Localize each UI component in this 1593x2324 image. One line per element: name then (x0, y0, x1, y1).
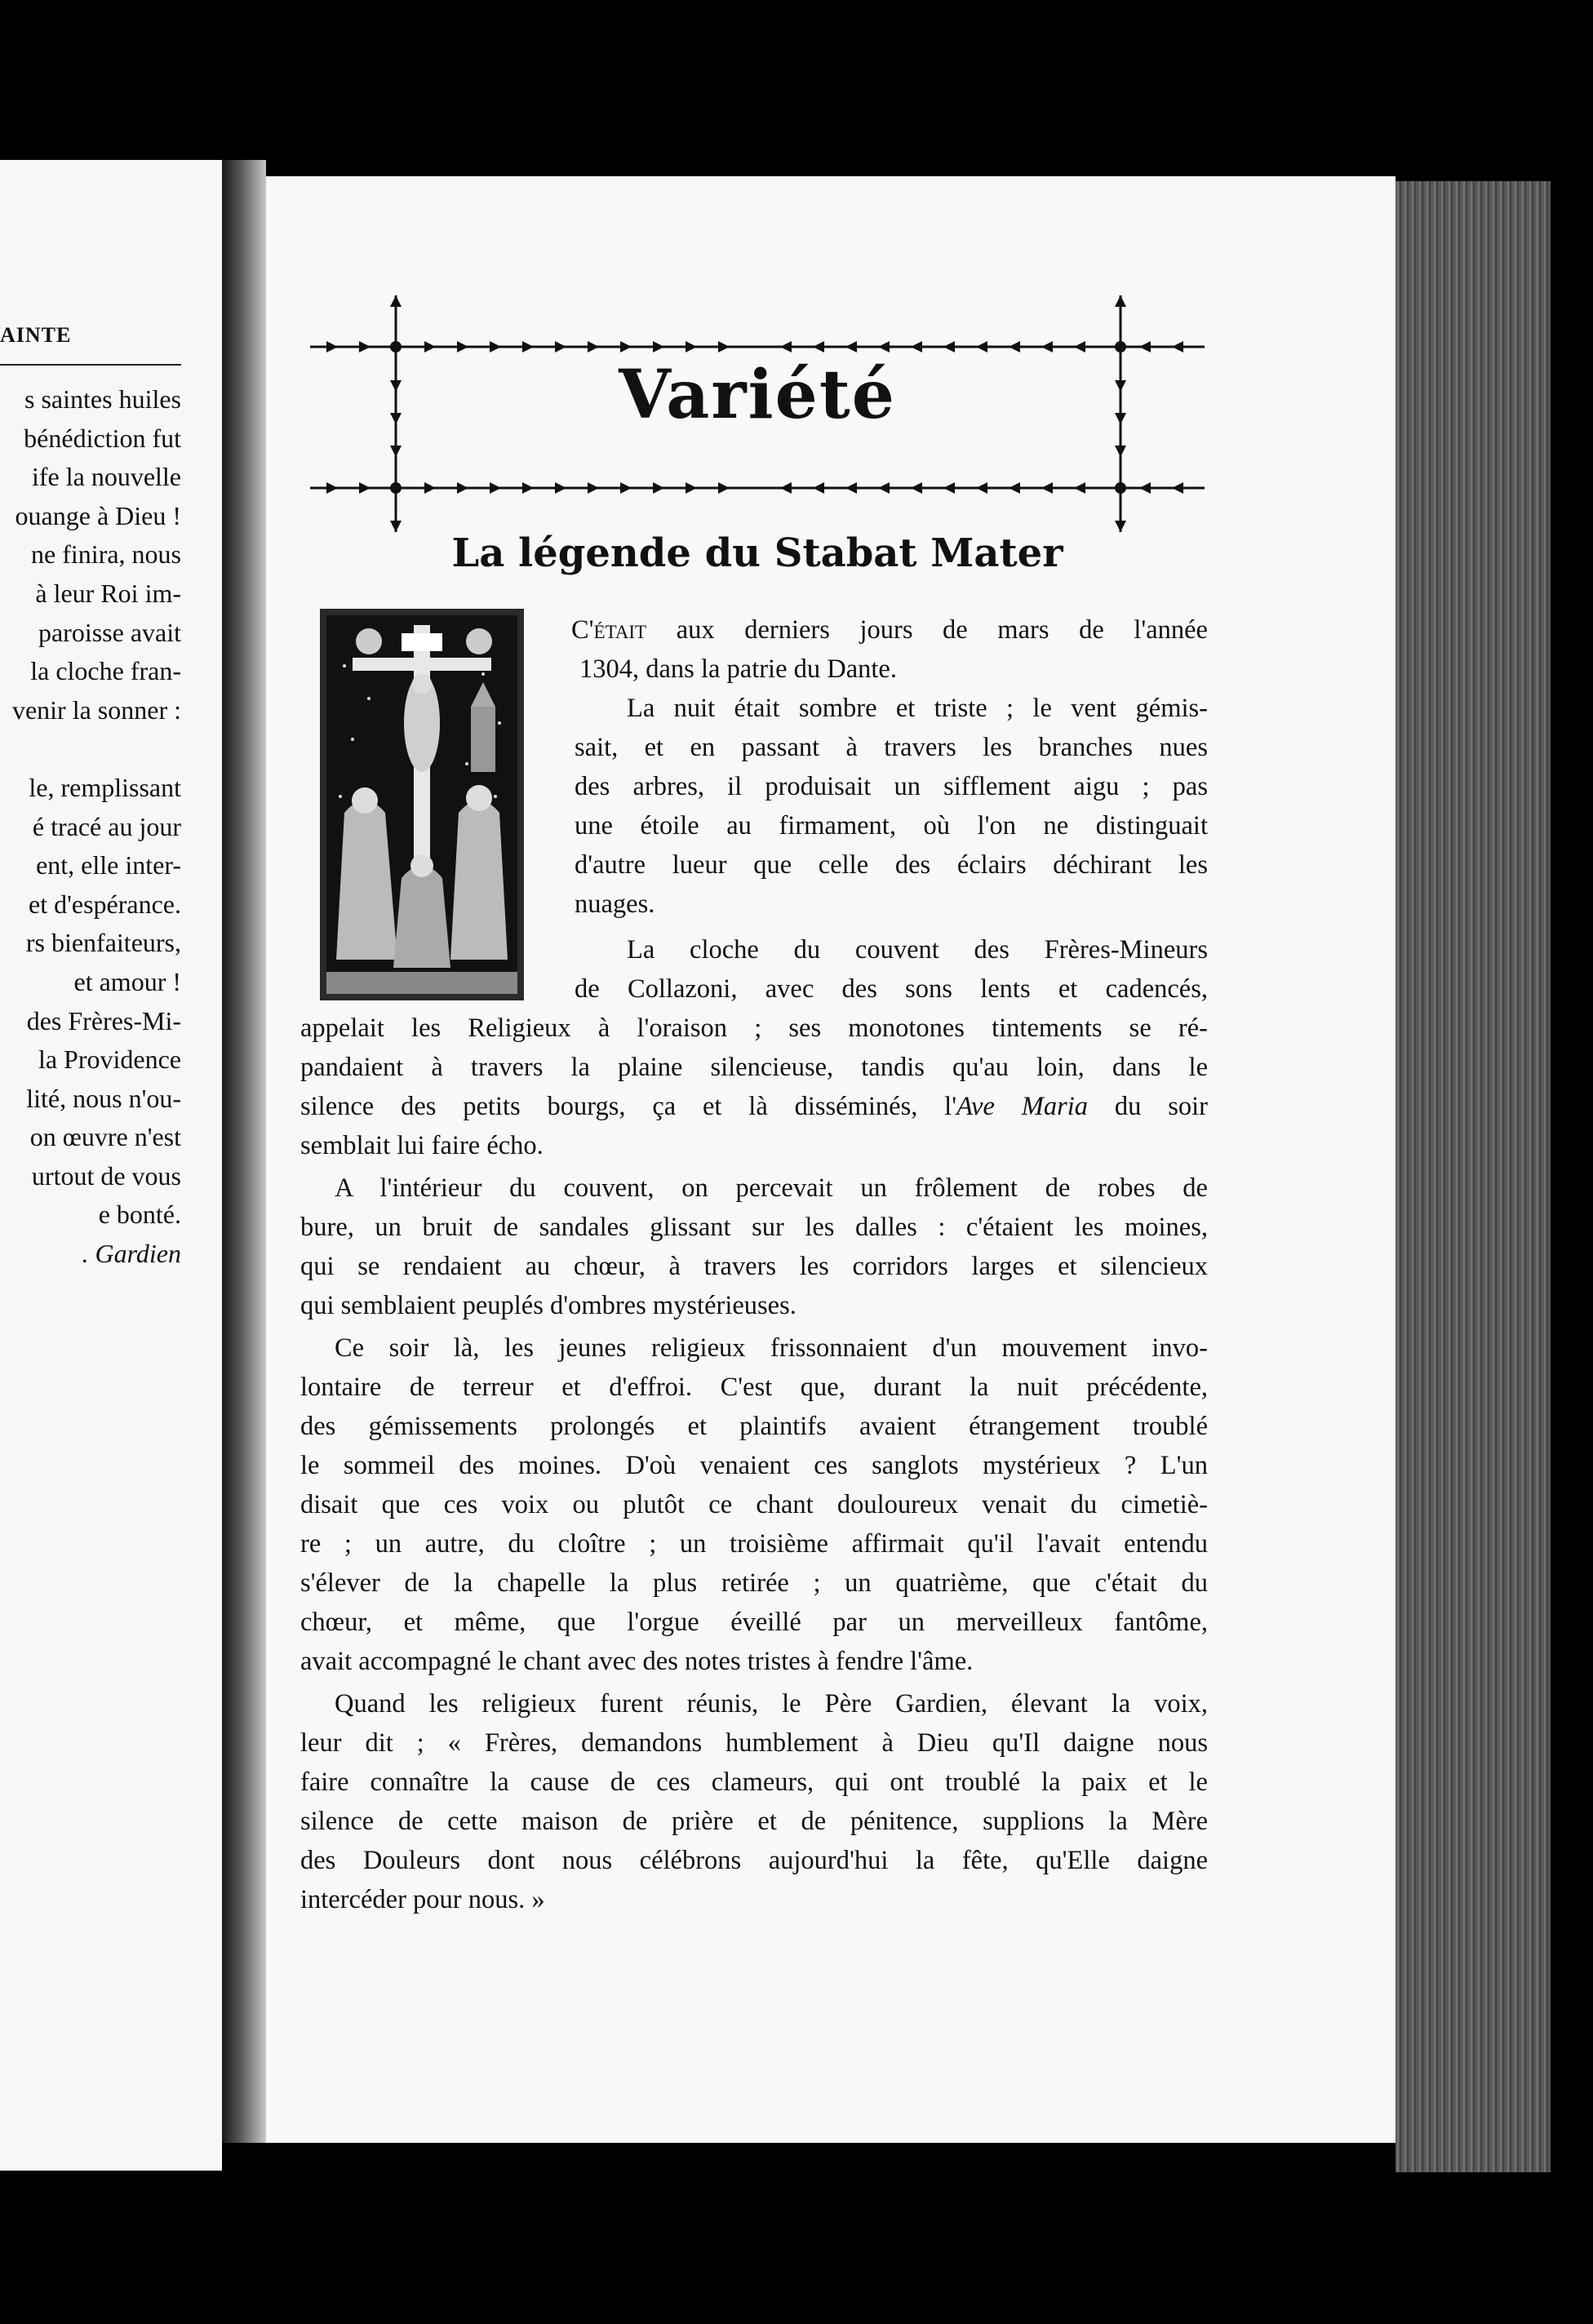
text-line: semblait lui faire écho. (300, 1131, 544, 1160)
text-line (571, 614, 1208, 646)
text-line: leur dit ; « Frères, demandons humblement à Dieu qu'Il daigne nous (300, 1728, 1208, 1758)
previous-page-text (0, 380, 181, 1274)
text-line: La nuit était sombre et triste ; le vent gémis- (627, 694, 1208, 723)
text-line: à leur Roi im- (35, 578, 181, 608)
page-edges (1396, 181, 1551, 2172)
text-line: avait accompagné le chant avec des notes tristes à fendre l'âme. (300, 1647, 974, 1676)
text-line: s saintes huiles (24, 384, 181, 414)
text-line: ife la nouvelle (31, 462, 181, 492)
text-line: bénédiction fut (24, 423, 181, 453)
title-frame (302, 290, 1213, 535)
text-line: qui semblaient peuplés d'ombres mystérieuses. (300, 1291, 796, 1320)
text-line: et amour ! (73, 966, 181, 996)
text-span: silence des petits bourgs, ça et là disséminés, l' (300, 1092, 957, 1121)
crucifixion-woodcut (320, 609, 524, 1000)
text-span: aux derniers jours de mars de l'année (646, 615, 1208, 645)
text-line: ne finira, nous (31, 539, 181, 570)
article-heading: La légende du Stabat Mater (451, 530, 1063, 576)
text-line: une étoile au firmament, où l'on ne distinguait (575, 811, 1208, 840)
text-line: chœur, et même, que l'orgue éveillé par un merveilleux fantôme, (300, 1608, 1208, 1637)
text-line: urtout de vous (31, 1160, 181, 1191)
text-span: du soir (1088, 1092, 1208, 1121)
paragraph-gap (0, 730, 181, 769)
text-line: le sommeil des moines. D'où venaient ces sanglots mystérieux ? L'un (300, 1451, 1208, 1480)
text-line: rs bienfaiteurs, (25, 928, 181, 958)
crucifixion-image-icon (320, 609, 524, 1000)
text-line: on œuvre n'est (29, 1122, 181, 1152)
signature: . Gardien (82, 1239, 181, 1269)
section-title: Variété (619, 356, 896, 434)
text-line: s'élever de la chapelle la plus retirée ; un quatrième, que c'était du (300, 1568, 1208, 1598)
text-line: intercéder pour nous. » (300, 1885, 545, 1914)
text-line: des Douleurs dont nous célébrons aujourd'hui la fête, qu'Elle daigne (300, 1846, 1208, 1875)
text-line: é tracé au jour (32, 811, 181, 841)
text-line: des arbres, il produisait un sifflement aigu ; pas (575, 772, 1208, 801)
text-line: ent, elle inter- (36, 850, 181, 880)
book-gutter (222, 160, 266, 2143)
text-line: silence de cette maison de prière et de pénitence, supplions la Mère (300, 1807, 1208, 1836)
text-line: paroisse avait (38, 617, 181, 647)
text-line: La cloche du couvent des Frères-Mineurs (627, 935, 1208, 965)
text-line: d'autre lueur que celle des éclairs déchirant les (575, 850, 1208, 880)
text-line: des Frères-Mi- (26, 1005, 181, 1036)
text-line: venir la sonner : (11, 694, 181, 725)
text-line (300, 1090, 1208, 1123)
text-line: e bonté. (98, 1200, 181, 1230)
text-line: Ce soir là, les jeunes religieux frissonnaient d'un mouvement invo- (335, 1333, 1208, 1363)
text-line: ouange à Dieu ! (15, 500, 181, 530)
text-line: qui se rendaient au chœur, à travers les corridors larges et silencieux (300, 1252, 1208, 1281)
text-line: lité, nous n'ou- (26, 1083, 181, 1113)
text-line: bure, un bruit de sandales glissant sur les dalles : c'étaient les moines, (300, 1213, 1208, 1242)
text-line: de Collazoni, avec des sons lents et cadencés, (575, 974, 1208, 1004)
text-line: faire connaître la cause de ces clameurs, qui ont troublé la paix et le (300, 1767, 1208, 1797)
italic-phrase: Ave Maria (956, 1092, 1089, 1121)
text-line: nuages. (575, 889, 655, 919)
text-line: et d'espérance. (29, 889, 181, 919)
text-line: appelait les Religieux à l'oraison ; ses monotones tintements se ré- (300, 1013, 1208, 1043)
text-line: le, remplissant (29, 772, 181, 802)
header-rule (0, 364, 181, 366)
text-line: disait que ces voix ou plutôt ce chant douloureux venait du cimetiè- (300, 1490, 1208, 1519)
text-line: des gémissements prolongés et plaintifs avaient étrangement troublé (300, 1412, 1208, 1441)
text-line: A l'intérieur du couvent, on percevait un frôlement de robes de (335, 1173, 1208, 1203)
previous-page (0, 160, 222, 2171)
text-line: re ; un autre, du cloître ; un troisième affirmait qu'il l'avait entendu (300, 1529, 1208, 1559)
opening-word: C'était (571, 615, 647, 645)
text-line: 1304, dans la patrie du Dante. (579, 654, 897, 684)
text-line: sait, et en passant à travers les branches nues (575, 733, 1208, 762)
text-line: Quand les religieux furent réunis, le Père Gardien, élevant la voix, (335, 1689, 1208, 1719)
text-line: pandaient à travers la plaine silencieuse, tandis qu'au loin, dans le (300, 1053, 1208, 1082)
text-line: la cloche fran- (30, 656, 181, 686)
running-head: AINTE (0, 323, 72, 347)
text-line: la Providence (38, 1044, 181, 1075)
text-line: lontaire de terreur et d'effroi. C'est que, durant la nuit précédente, (300, 1373, 1208, 1402)
